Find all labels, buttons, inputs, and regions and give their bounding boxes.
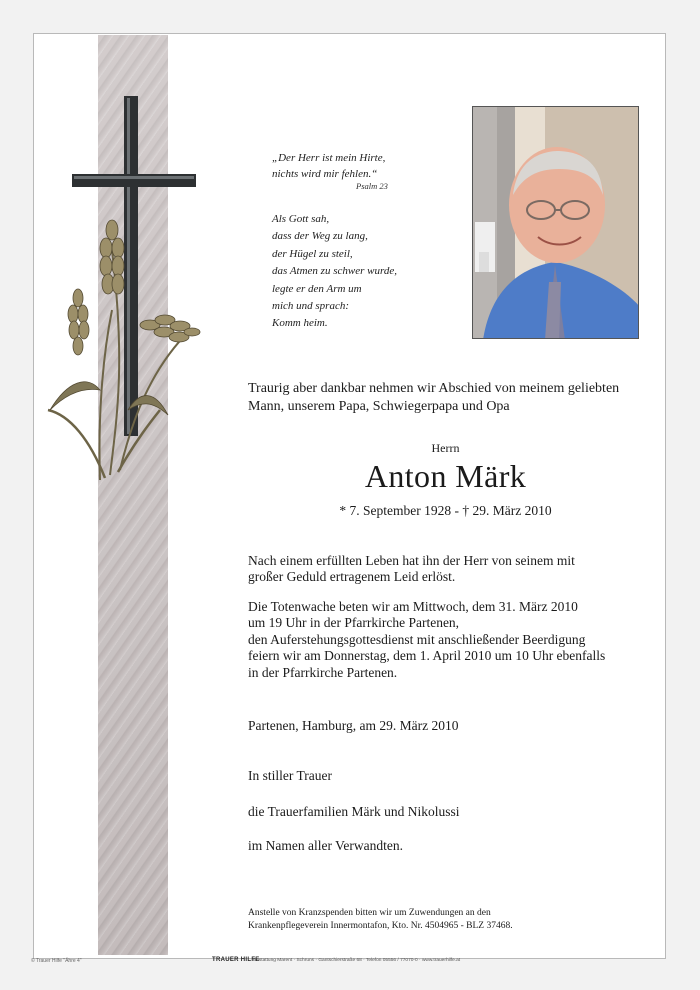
body-line: Die Totenwache beten wir am Mittwoch, dem 31. März 2010	[248, 599, 578, 614]
funeral-details	[248, 599, 648, 681]
place-date: Partenen, Hamburg, am 29. März 2010	[248, 718, 459, 733]
body-line: großer Geduld ertragenem Leid erlöst.	[248, 569, 456, 585]
footer-contact: Bestattung Marent · Schruns · Gantschierstraße 68 · Telefon 05556 / 77070-0 · www.trauerhilfe.at	[253, 958, 461, 963]
deceased-name: Anton Märk	[364, 458, 527, 494]
footer-copyright: © Trauer Hilfe "Ähre 4"	[31, 958, 82, 964]
psalm-reference: Psalm 23	[356, 181, 388, 191]
poem	[272, 211, 397, 333]
psalm-quote	[272, 151, 385, 182]
psalm-line-2: nichts wird mir fehlen.“	[272, 167, 378, 180]
donation-line-2: Krankenpflegeverein Innermontafon, Kto. Nr. 4504965 - BLZ 37468.	[248, 921, 513, 931]
psalm-line-1: „Der Herr ist mein Hirte,	[272, 152, 386, 164]
mourning-text: In stiller Trauer	[248, 768, 332, 783]
footer-brand: TRAUER HILFE	[212, 957, 260, 963]
body-line: Nach einem erfüllten Leben hat ihn der Herr von seinem mit	[248, 553, 575, 568]
poem-line: Komm heim.	[272, 317, 328, 330]
farewell-intro-line-2: Mann, unserem Papa, Schwiegerpapa und Opa	[248, 399, 510, 414]
donation-note	[248, 907, 628, 933]
families-text: die Trauerfamilien Märk und Nikolussi	[248, 804, 460, 819]
poem-line: das Atmen zu schwer wurde,	[272, 265, 397, 278]
body-line: in der Pfarrkirche Partenen.	[248, 664, 398, 680]
portrait-photo	[472, 106, 639, 339]
poem-line: dass der Weg zu lang,	[272, 230, 368, 243]
poem-line: mich und sprach:	[272, 300, 349, 313]
life-dates: * 7. September 1928 - † 29. März 2010	[339, 503, 552, 518]
relatives-text: im Namen aller Verwandten.	[248, 838, 403, 853]
poem-line: der Hügel zu steil,	[272, 247, 353, 260]
body-line: den Auferstehungsgottesdienst mit anschließender Beerdigung	[248, 631, 586, 647]
poem-line: legte er den Arm um	[272, 282, 362, 295]
poem-line: Als Gott sah,	[272, 213, 330, 225]
cross-with-wheat	[40, 90, 210, 490]
donation-line-1: Anstelle von Kranzspenden bitten wir um Zuwendungen an den	[248, 908, 491, 918]
farewell-intro-line-1: Traurig aber dankbar nehmen wir Abschied von meinem geliebten	[248, 381, 620, 396]
body-line: um 19 Uhr in der Pfarrkirche Partenen,	[248, 615, 460, 631]
farewell-intro	[248, 380, 648, 416]
salutation: Herrn	[431, 441, 460, 455]
body-line: feiern wir am Donnerstag, dem 1. April 2010 um 10 Uhr ebenfalls	[248, 648, 606, 664]
closing-paragraph	[248, 553, 648, 586]
